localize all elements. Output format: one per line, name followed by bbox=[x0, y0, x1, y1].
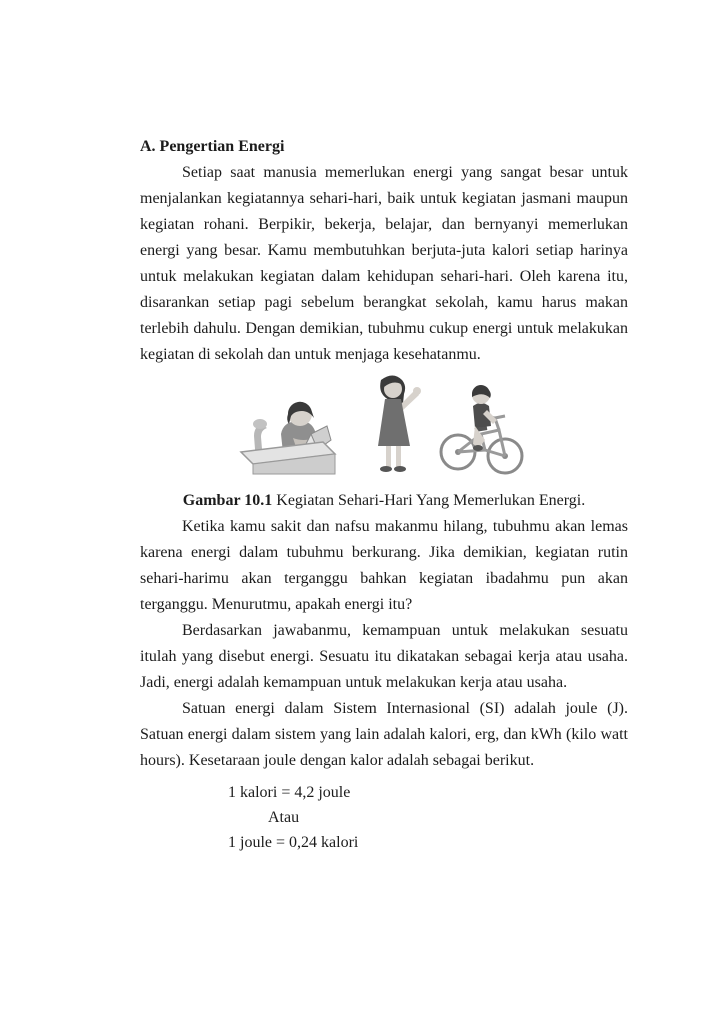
figure-caption-text: Kegiatan Sehari-Hari Yang Memerlukan Energi. bbox=[276, 492, 586, 509]
boy-reading-at-desk-icon bbox=[239, 390, 343, 476]
paragraph-intro: Setiap saat manusia memerlukan energi yang sangat besar untuk menjalankan kegiatannya sehari-hari, baik untuk kegiatan jasmani maupun kegiatan rohani. Berpikir, bekerja, belajar, dan bernyanyi memerlukan energi yang besar. Kamu membutuhkan berjuta-juta kalori setiap harinya untuk melakukan kegiatan dalam kehidupan sehari-hari. Oleh karena itu, disarankan setiap pagi sebelum berangkat sekolah, kamu harus makan terlebih dahulu. Dengan demikian, tubuhmu cukup energi untuk melakukan kegiatan di sekolah dan untuk menjaga kesehatanmu. bbox=[140, 164, 628, 363]
equation-block bbox=[228, 780, 628, 855]
figure-caption-label: Gambar 10.1 bbox=[182, 492, 273, 509]
section-heading: A. Pengertian Energi bbox=[140, 138, 285, 155]
paragraph-sick: Ketika kamu sakit dan nafsu makanmu hilang, tubuhmu akan lemas karena energi dalam tubuhmu berkurang. Jika demikian, kegiatan rutin sehari-harimu akan terganggu bahkan kegiatan ibadahmu pun akan terganggu. Menurutmu, apakah energi itu? bbox=[140, 518, 628, 613]
paragraph-definition: Berdasarkan jawabanmu, kemampuan untuk melakukan sesuatu itulah yang disebut energi. Sesuatu itu dikatakan sebagai kerja atau usaha. Jadi, energi adalah kemampuan untuk melakukan kerja atau usaha. bbox=[140, 622, 628, 691]
equation-joule-to-kalori: 1 joule = 0,24 kalori bbox=[228, 834, 359, 851]
figure-caption bbox=[140, 488, 628, 514]
boy-riding-bicycle-icon bbox=[437, 378, 529, 476]
equation-or-label: Atau bbox=[268, 809, 300, 826]
paragraph-units: Satuan energi dalam Sistem Internasional (SI) adalah joule (J). Satuan energi dalam sistem yang lain adalah kalori, erg, dan kWh (kilo watt hours). Kesetaraan joule dengan kalor adalah sebagai berikut. bbox=[140, 700, 628, 769]
figure-illustration bbox=[140, 372, 628, 476]
girl-singing-icon bbox=[353, 372, 427, 476]
equation-kalori-to-joule: 1 kalori = 4,2 joule bbox=[228, 784, 351, 801]
